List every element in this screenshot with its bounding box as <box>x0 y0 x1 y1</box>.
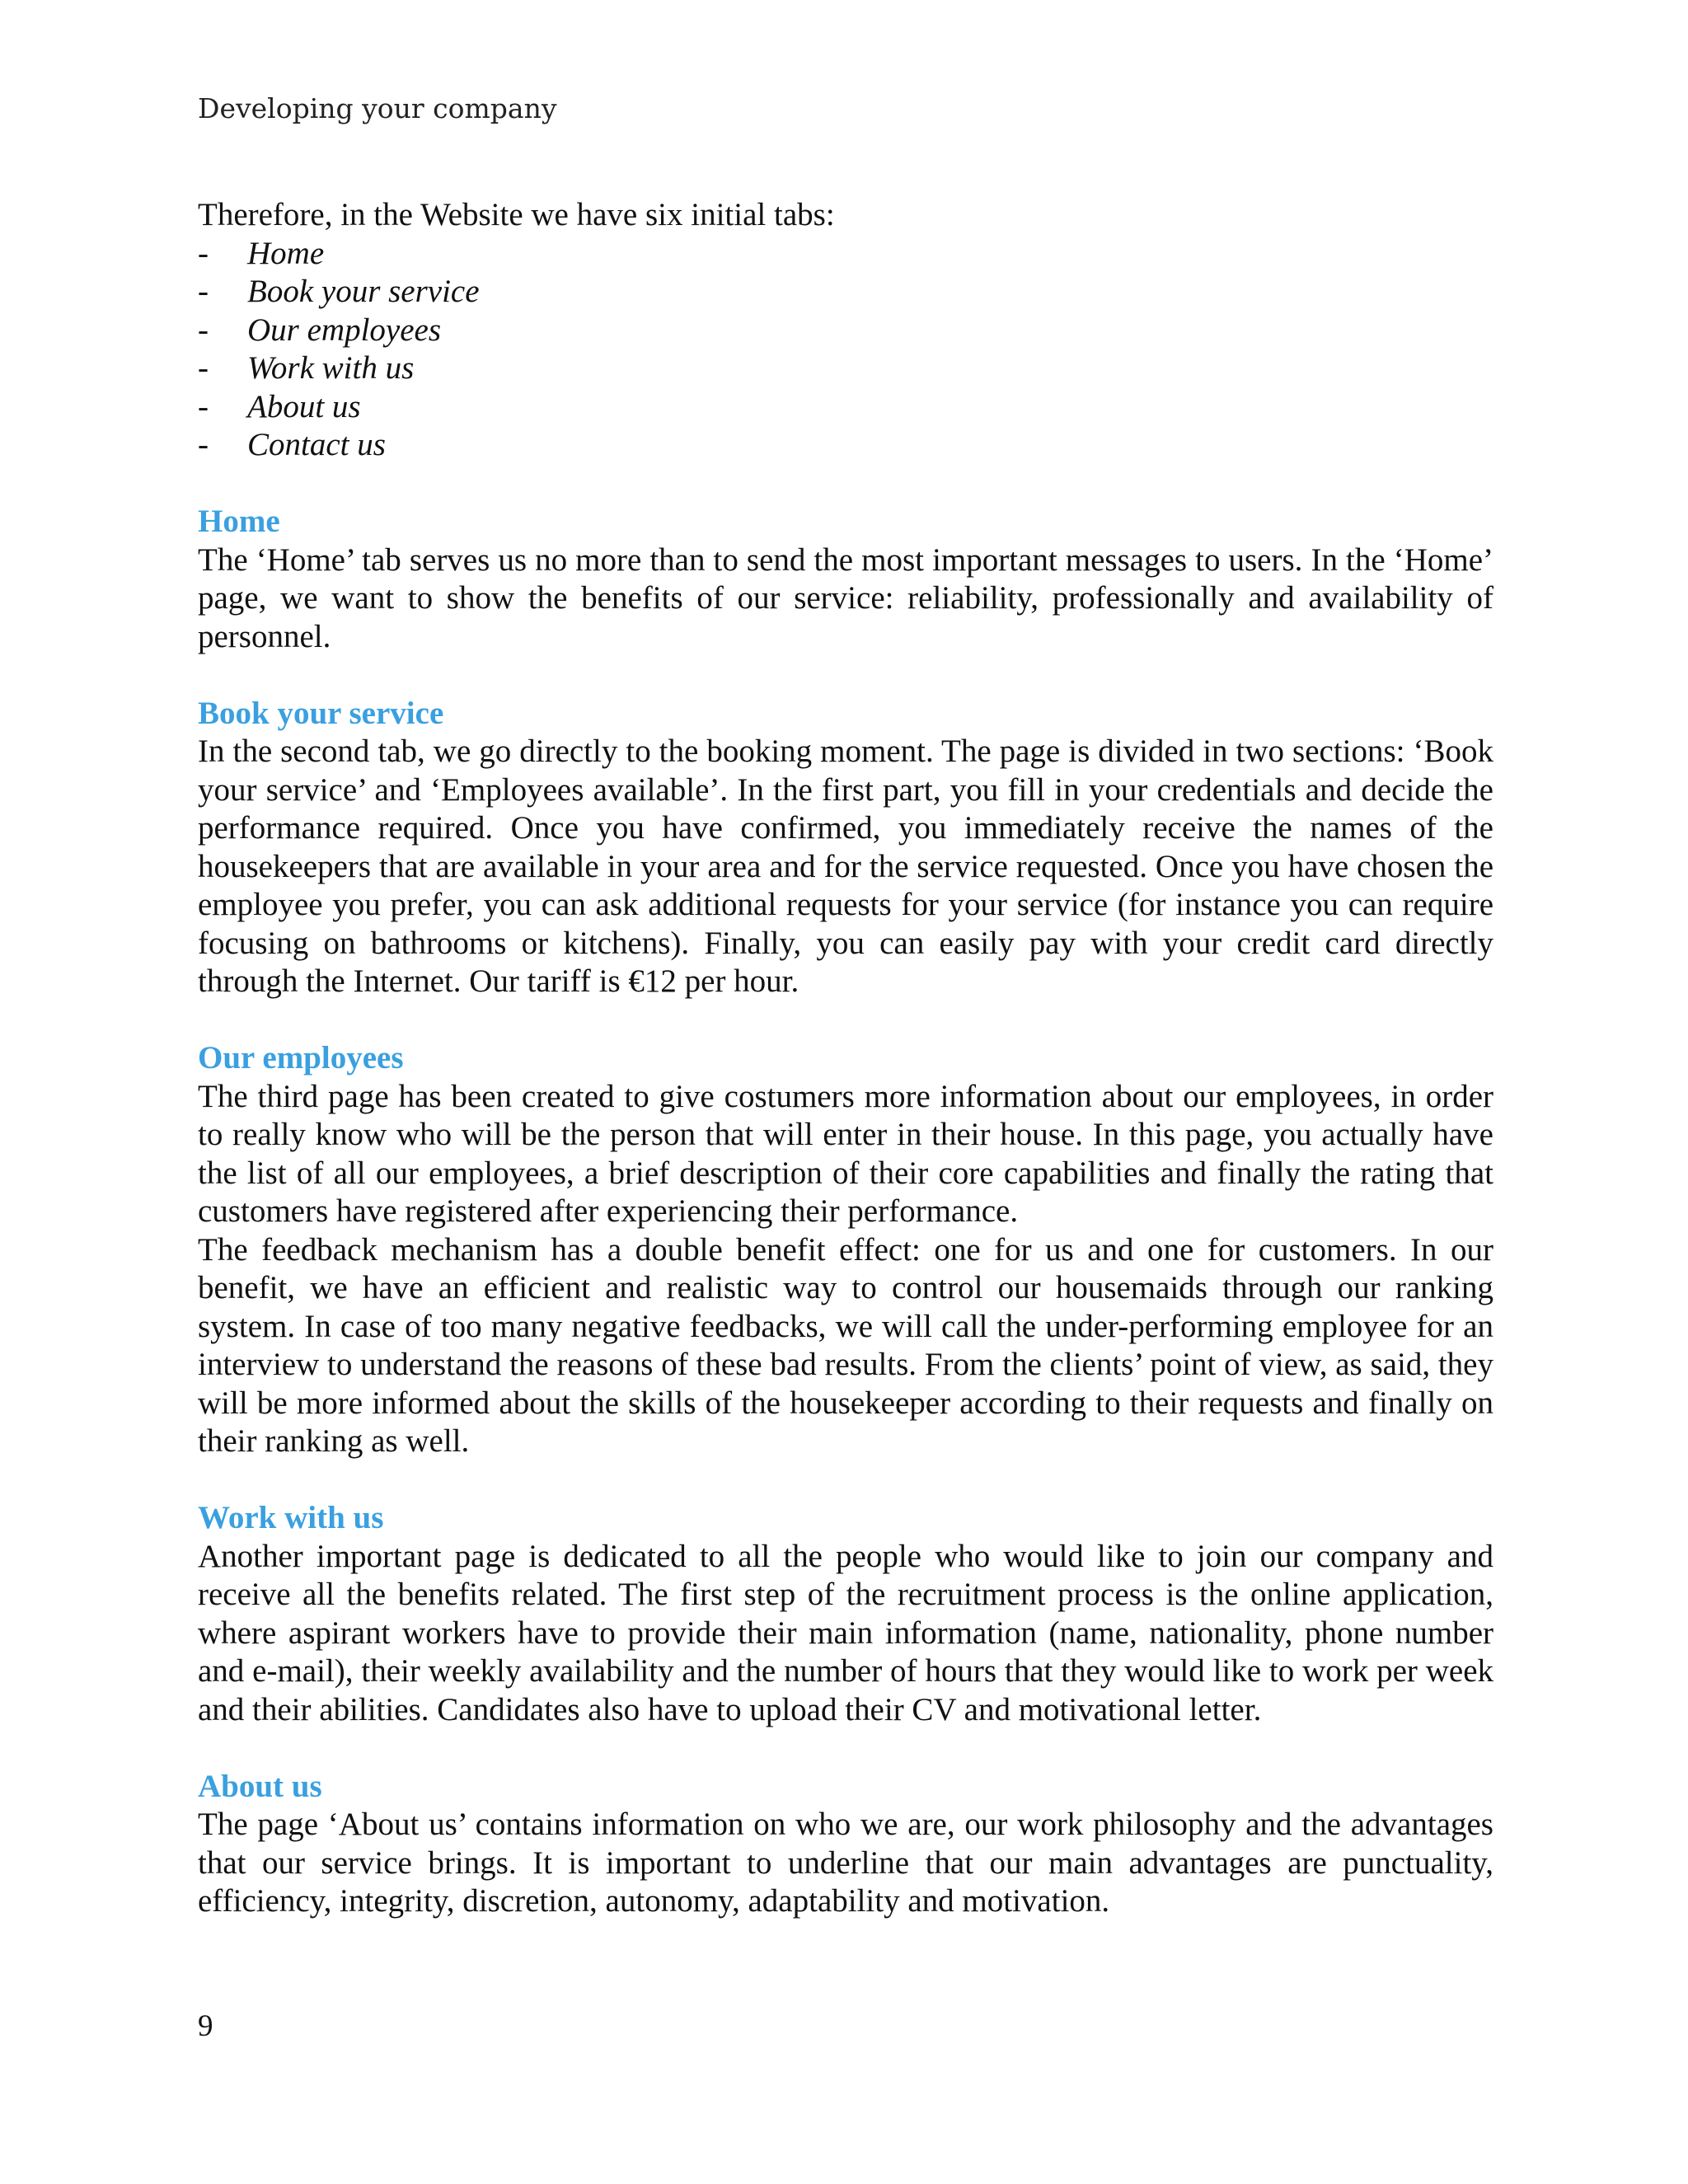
list-dash: - <box>198 350 209 386</box>
section-heading: About us <box>198 1768 322 1804</box>
list-item <box>198 312 1493 350</box>
list-item <box>198 349 1493 388</box>
section-paragraph: In the second tab, we go directly to the booking moment. The page is divided in two sections: ‘Book your service’ and ‘Employees available’. In the first part, you fill in your credentials and decide the performance required. Once you have confirmed, you immediately receive the names of the housekeepers that are available in your area and for the service requested. Once you have chosen the employee you prefer, you can ask additional requests for your service (for instance you can require focusing on bathrooms or kitchens). Finally, you can easily pay with your credit card directly through the Internet. Our tariff is €12 per hour. <box>198 733 1493 999</box>
list-item-text: Contact us <box>247 427 386 462</box>
page-content <box>198 196 1493 1921</box>
list-item <box>198 426 1493 465</box>
section-book-your-service <box>198 695 1493 1001</box>
section-heading: Our employees <box>198 1040 404 1076</box>
list-item-text: About us <box>247 388 361 424</box>
section-home <box>198 503 1493 656</box>
section-paragraph: The third page has been created to give costumers more information about our employees, in order to really know who will be the person that will enter in their house. In this page, you actually have the list of all our employees, a brief description of their core capabilities and finally the rating that customers have registered after experiencing their performance. <box>198 1078 1493 1229</box>
list-item <box>198 273 1493 312</box>
list-dash: - <box>198 388 209 424</box>
section-paragraph: Another important page is dedicated to all the people who would like to join our company and receive all the benefits related. The first step of the recruitment process is the online application, where aspirant workers have to provide their main information (name, nationality, phone number and e-mail), their weekly availability and the number of hours that they would like to work per week and their abilities. Candidates also have to upload their CV and motivational letter. <box>198 1538 1493 1727</box>
list-item-text: Home <box>247 235 325 271</box>
page-number: 9 <box>198 2009 213 2043</box>
list-dash: - <box>198 427 209 462</box>
list-item-text: Our employees <box>247 312 442 348</box>
running-header: Developing your company <box>198 92 557 124</box>
list-item <box>198 235 1493 274</box>
intro-text: Therefore, in the Website we have six initial tabs: <box>198 197 835 232</box>
list-dash: - <box>198 312 209 348</box>
list-item-text: Book your service <box>247 274 480 309</box>
section-heading: Work with us <box>198 1500 384 1535</box>
section-paragraph: The feedback mechanism has a double benefit effect: one for us and one for customers. In our benefit, we have an efficient and realistic way to control our housemaids through our ranking system. In case of too many negative feedbacks, we will call the under-performing employee for an interview to understand the reasons of these bad results. From the clients’ point of view, as said, they will be more informed about the skills of the housekeeper according to their requests and finally on their ranking as well. <box>198 1231 1493 1459</box>
section-paragraph: The page ‘About us’ contains information on who we are, our work philosophy and the advantages that our service brings. It is important to underline that our main advantages are punctuality, efficiency, integrity, discretion, autonomy, adaptability and motivation. <box>198 1807 1493 1919</box>
section-heading: Home <box>198 504 280 539</box>
section-our-employees <box>198 1039 1493 1461</box>
section-about-us <box>198 1768 1493 1921</box>
section-work-with-us <box>198 1499 1493 1729</box>
list-dash: - <box>198 235 209 271</box>
list-item-text: Work with us <box>247 350 415 386</box>
section-paragraph: The ‘Home’ tab serves us no more than to send the most important messages to users. In the ‘Home’ page, we want to show the benefits of our service: reliability, professionally and availability of personnel. <box>198 541 1493 654</box>
list-dash: - <box>198 274 209 309</box>
section-heading: Book your service <box>198 695 444 731</box>
list-item <box>198 388 1493 427</box>
tab-list <box>198 235 1493 465</box>
